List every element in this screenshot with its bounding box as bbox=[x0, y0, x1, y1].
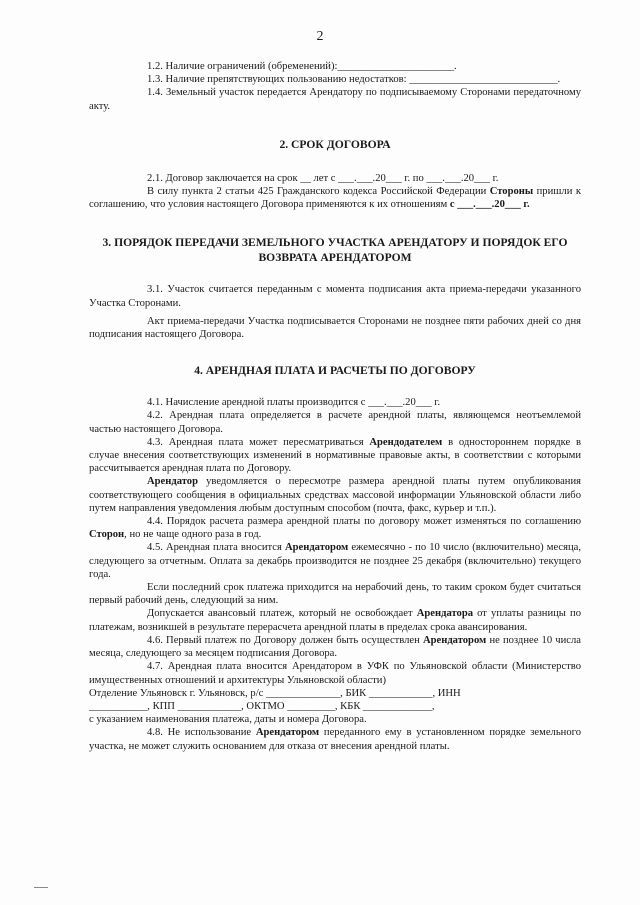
clause-4-4-text-c: , но не чаще одного раза в год. bbox=[124, 529, 262, 541]
clause-4-6-tenant: Арендатором bbox=[422, 634, 487, 646]
clause-4-7: 4.7. Арендная плата вносится Арендатором в УФК по Ульяновской области (Министерство имущественных отношений и архитектуры Ульяновской области) bbox=[89, 661, 581, 686]
clause-1-3: 1.3. Наличие препятствующих пользованию недостатков: ____________________________. bbox=[147, 74, 561, 86]
clause-2-2-parties: Стороны bbox=[489, 186, 534, 198]
clause-4-3-landlord: Арендодателем bbox=[369, 436, 443, 448]
clause-4-8-text-a: 4.8. Не использование bbox=[147, 727, 252, 739]
clause-4-3-text-c: в одностороннем порядке в случае внесения соответствующих изменений в нормативные правовые акты, в соответствии с которыми рассчитывается арендная плата по Договору. bbox=[89, 436, 582, 475]
page-number: 2 bbox=[316, 29, 324, 44]
clause-4-6 bbox=[89, 634, 581, 660]
clause-2-2-text-a: В силу пункта 2 статьи 425 Гражданского кодекса Российской Федерации bbox=[147, 186, 487, 198]
clause-4-6-text-c: не позднее 10 числа месяца, следующего за месяцем подписания Договора. bbox=[89, 634, 581, 660]
clause-4-1: 4.1. Начисление арендной платы производится с ___.___.20___ г. bbox=[147, 397, 441, 409]
clause-4-6-text-a: 4.6. Первый платеж по Договору должен быть осуществлен bbox=[147, 634, 420, 646]
clause-4-5-text-a: 4.5. Арендная плата вносится bbox=[147, 542, 282, 554]
clause-4-3-tenant: Арендатор bbox=[147, 476, 198, 488]
clause-4-5-deadline: Если последний срок платежа приходится на нерабочий день, то таким сроком будет считаться первый рабочий день, следующий за ним. bbox=[89, 582, 581, 607]
scan-mark bbox=[34, 887, 48, 888]
clause-4-8 bbox=[89, 726, 581, 752]
clause-4-3-notice-text: уведомляется о пересмотре размера арендной платы путем опубликования соответствующего сообщения в официальных средствах массовой информации Ульяновской области либо путем направления уведомления любым доступным способом (почта, факс, курьер и т.п.). bbox=[89, 476, 581, 514]
clause-4-3-notice bbox=[89, 475, 581, 515]
clause-2-1: 2.1. Договор заключается на срок __ лет с ___.___.20___ г. по ___.___.20___ г. bbox=[147, 172, 499, 184]
clause-2-2-text-c: пришли к соглашению, что условия настоящего Договора применяются к их отношениям bbox=[89, 186, 581, 211]
clause-4-4-text-a: 4.4. Порядок расчета размера арендной платы по договору может изменяться по соглашению bbox=[147, 516, 581, 528]
clause-4-5-text-c: ежемесячно - по 10 число (включительно) месяца, следующего за отчетным. Оплата за декабрь производится не позднее 25 декабря (включительно) текущего года. bbox=[89, 542, 582, 580]
clause-4-7-bank: Отделение Ульяновск г. Ульяновск, р/с ______________, БИК ____________, ИНН bbox=[89, 687, 461, 699]
clause-3-1: 3.1. Участок считается переданным с момента подписания акта приема-передачи указанного Участка Сторонами. bbox=[89, 284, 581, 309]
clause-4-7-purpose: с указанием наименования платежа, даты и номера Договора. bbox=[89, 714, 367, 726]
clause-4-2: 4.2. Арендная плата определяется в расчете арендной платы, являющемся неотъемлемой частью настоящего Договора. bbox=[89, 410, 581, 435]
clause-4-3 bbox=[89, 436, 581, 476]
clause-4-8-text-c: переданного ему в установленном порядке земельного участка, не может служить основанием для отказа от внесения арендной платы. bbox=[89, 727, 581, 752]
clause-1-4: 1.4. Земельный участок передается Арендатору по подписываемому Сторонами передаточному акту. bbox=[89, 87, 581, 112]
clause-4-5-advance bbox=[89, 607, 581, 633]
clause-3-2: Акт приема-передачи Участка подписывается Сторонами не позднее пяти рабочих дней со дня подписания настоящего Договора. bbox=[89, 315, 581, 341]
clause-4-5-advance-tenant: Арендатора bbox=[416, 608, 474, 620]
clause-2-2-date: с ___.___.20___ г. bbox=[449, 199, 530, 211]
clause-1-2: 1.2. Наличие ограничений (обременений):______________________. bbox=[147, 61, 457, 72]
clause-2-2 bbox=[89, 185, 581, 211]
section-3-heading: 3. ПОРЯДОК ПЕРЕДАЧИ ЗЕМЕЛЬНОГО УЧАСТКА АРЕНДАТОРУ И ПОРЯДОК ЕГО ВОЗВРАТА АРЕНДАТОРОМ bbox=[102, 236, 568, 265]
clause-4-5-advance-a: Допускается авансовый платеж, который не освобождает bbox=[147, 608, 413, 620]
clause-4-5-advance-c: от уплаты разницы по платежам, возникшей в результате перерасчета арендной платы в пределах срока авансирования. bbox=[89, 608, 581, 633]
clause-4-7-codes: ___________, КПП ____________, ОКТМО _________, КБК _____________, bbox=[89, 700, 435, 712]
section-4-heading: 4. АРЕНДНАЯ ПЛАТА И РАСЧЕТЫ ПО ДОГОВОРУ bbox=[194, 364, 476, 378]
section-2-heading: 2. СРОК ДОГОВОРА bbox=[279, 137, 391, 151]
clause-4-5 bbox=[89, 541, 581, 581]
clause-4-4-parties: Сторон bbox=[89, 529, 125, 541]
clause-4-8-tenant: Арендатором bbox=[255, 727, 320, 739]
document-body bbox=[89, 60, 581, 753]
clause-4-4 bbox=[89, 515, 581, 541]
clause-4-5-tenant: Арендатором bbox=[284, 542, 349, 554]
clause-4-3-text-a: 4.3. Арендная плата может пересматриваться bbox=[147, 436, 364, 448]
